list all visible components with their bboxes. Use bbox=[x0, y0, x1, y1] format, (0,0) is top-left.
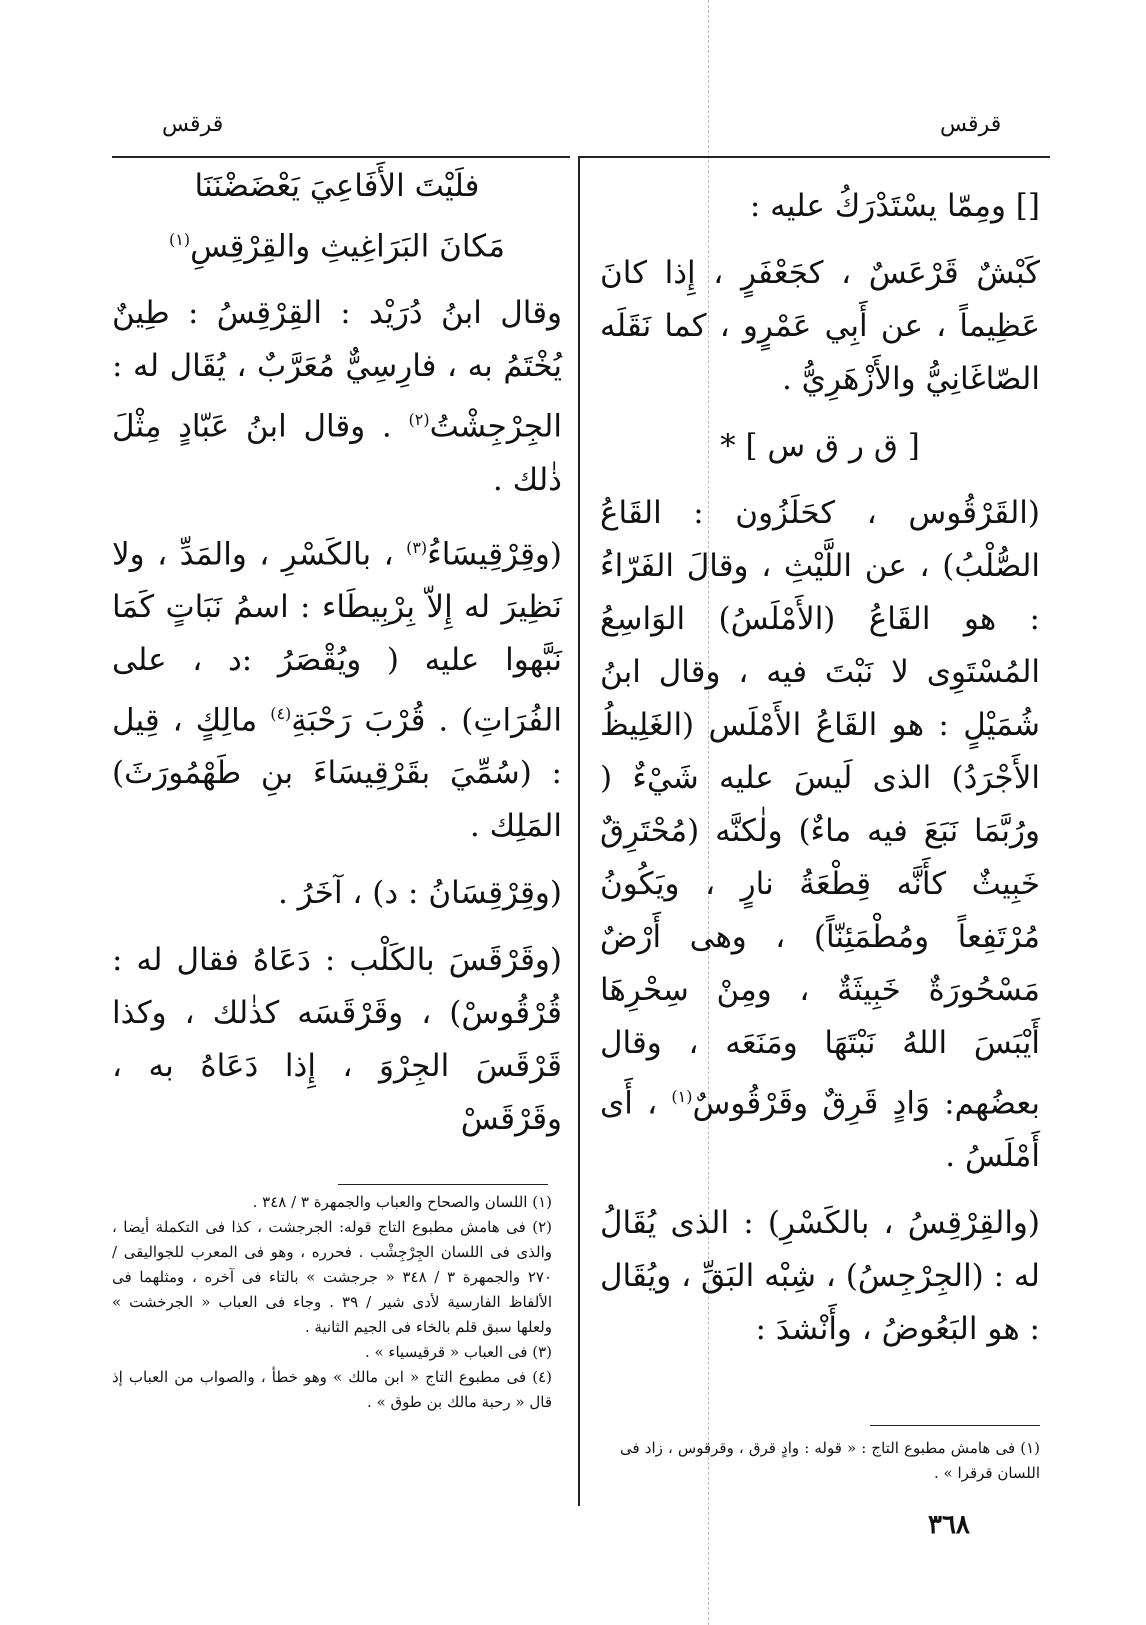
footnotes-left bbox=[112, 1190, 552, 1415]
entry-qirqisa bbox=[112, 521, 562, 854]
entry-qirqisan: (وقِرْقِسَانُ : د) ، آخَرُ . bbox=[277, 875, 562, 912]
entry-qarqus-text: (القَرْقُوس ، كحَلَزُون : القَاعُ الصُّلْبُ) ، عن اللَّيْثِ ، وقالَ الفَرّاءُ : هو القَاعُ (الأَمْلَسُ) الوَاسِعُ المُسْتَوِى لا نَبْتَ فيه ، وقال ابنُ شُمَيْلٍ : هو القَاعُ الأَمْلَس (الغَلِيظُ الأَجْرَدُ) الذى لَيسَ عليه شَيْءٌ ( ورُبَّمَا نَبَعَ فيه ماءٌ) ولٰكنَّه (مُحْتَرِقٌ خَبِيثٌ كأَنَّه قِطْعَةُ نارٍ ، ويَكُونُ مُرْتَفِعاً ومُطْمَئِنّاً) ، وهى أَرْضٌ مَسْحُورَةٌ خَبِيثَةٌ ، ومِنْ سِحْرِهَا أَيْبَسَ اللهُ نَبْتَهَا ومَنَعَه ، وقال بعضُهم: وَادٍ قَرِقٌ وقَرْقُوسٌ bbox=[600, 495, 1040, 1122]
footnote-left-1: (١) اللسان والصحاح والعباب والجمهرة ٣ / ٣٤٨ . bbox=[252, 1193, 552, 1211]
header-rule-left bbox=[112, 156, 570, 158]
footnote-ref-left-4: (٤) bbox=[270, 703, 292, 723]
footnote-ref-left-2: (٢) bbox=[408, 410, 430, 430]
entry-qarqus-end: ، أَى أَمْلَسُ . bbox=[600, 1085, 1040, 1175]
footnote-left-3: (٣) فى العباب « قرقيسياء » . bbox=[364, 1343, 552, 1361]
verse-line-2 bbox=[112, 213, 562, 273]
footnote-ref-right-1: (١) bbox=[671, 1087, 693, 1106]
footnote-ref-left-3: (٣) bbox=[406, 537, 428, 557]
entry-qirqisa-mid: ، بالكَسْرِ ، والمَدِّ ، ولا نَظِيرَ له إِلاّ بِرْبِيطَاء : اسمُ نَبَاتٍ كَمَا نَبَّهوا عليه ( ويُقْصَرُ :د ، على الفُرَاتِ) . قُرْبَ رَحْبَةِ bbox=[112, 535, 562, 739]
footnote-left-4: (٤) فى مطبوع التاج « ابن مالك » وهو خطأ ، والصواب من العباب إذ قال « رحبة مالك بن طوق » . bbox=[112, 1368, 552, 1411]
running-header-right: قرقس bbox=[940, 112, 1002, 137]
verse-line-1: فلَيْتَ الأَفَاعِيَ يَعْضَضْنَنَا bbox=[194, 168, 480, 204]
running-header-left: قرقس bbox=[162, 112, 224, 137]
entry-ibn-durayd-end: . وقال ابنُ عَبّادٍ مِثْلَ ذٰلك . bbox=[112, 408, 562, 498]
entry-qarqus bbox=[600, 487, 1040, 1183]
footnote-rule-left bbox=[338, 1184, 548, 1185]
entry-qirqisa-end: مالِكٍ ، قِيل : (سُمِّيَ بقَرْقِيسَاءَ بنِ طَهْمُورَثَ) المَلِك . bbox=[112, 702, 562, 845]
verse-line-2-text: مَكانَ البَرَاغِيثِ والقِرْقِسِ bbox=[190, 228, 506, 265]
entry-qarAas: كَبْشٌ قَرْعَسٌ ، كجَعْفَرٍ ، إِذا كانَ عَظِيماً ، عن أَبِي عَمْرٍو ، كما نَقَلَه الصّاغَانِيُّ والأَزْهَرِيُّ . bbox=[600, 255, 1040, 397]
column-divider bbox=[578, 156, 580, 1506]
entry-ibn-durayd-text: وقال ابنُ دُرَيْد : القِرْقِسُ : طِينٌ يُخْتَمُ به ، فارِسِيٌّ مُعَرَّبٌ ، يُقَال له : الجِرْجِشْتُ bbox=[112, 295, 562, 445]
right-column bbox=[600, 180, 1040, 1370]
header-rule-right bbox=[580, 156, 1050, 158]
footnote-rule-right bbox=[870, 1425, 1040, 1426]
entry-heading-qrqs: [ ق ر ق س ] * bbox=[720, 428, 920, 464]
entry-qarqasa: (وقَرْقَسَ بالكَلْب : دَعَاهُ فقال له : قُرْقُوسْ) ، وقَرْقَسَه كذٰلك ، وكذا قَرْقَسَ الجِرْوَ ، إِذا دَعَاهُ به ، وقَرْقَسْ bbox=[112, 942, 562, 1138]
left-column bbox=[112, 160, 562, 1160]
entry-ibn-durayd bbox=[112, 287, 562, 506]
footnote-ref-left-1: (١) bbox=[168, 230, 191, 249]
footnotes-right bbox=[620, 1436, 1040, 1486]
footnote-left-2: (٢) فى هامش مطبوع التاج قوله: الجرجشت ، كذا فى التكملة أيضا ، والذى فى اللسان الجِرْجِشْب . فحرره ، وهو فى المعرب للجواليقى / ٢٧٠ والجمهرة ٣ / ٣٤٨ « جرجشت » بالتاء فى آخره ، ومثلهما فى الألفاظ الفارسية لأدى شير / ٣٩ . وجاء فى العباب « الجرخشت » ولعلها سبق قلم بالخاء فى الجيم الثانية . bbox=[112, 1218, 553, 1336]
entry-qirqisa-text: (وقِرْقِيسَاءُ bbox=[427, 535, 562, 572]
footnote-right-1: (١) فى هامش مطبوع التاج : « قوله : وادٍ قرق ، وقرقوس ، زاد فى اللسان قرقرا » . bbox=[620, 1439, 1040, 1482]
addendum-intro: [] ومِمّا يسْتَدْرَكُ عليه : bbox=[749, 188, 1040, 224]
page-number: ٣٦٨ bbox=[928, 1510, 970, 1540]
entry-qirqis: (والقِرْقِسُ ، بالكَسْرِ) : الذى يُقَالُ له : (الجِرْجِسُ) ، شِبْه البَقِّ ، ويُقَال : هو البَعُوضُ ، وأَنْشدَ : bbox=[599, 1205, 1040, 1348]
